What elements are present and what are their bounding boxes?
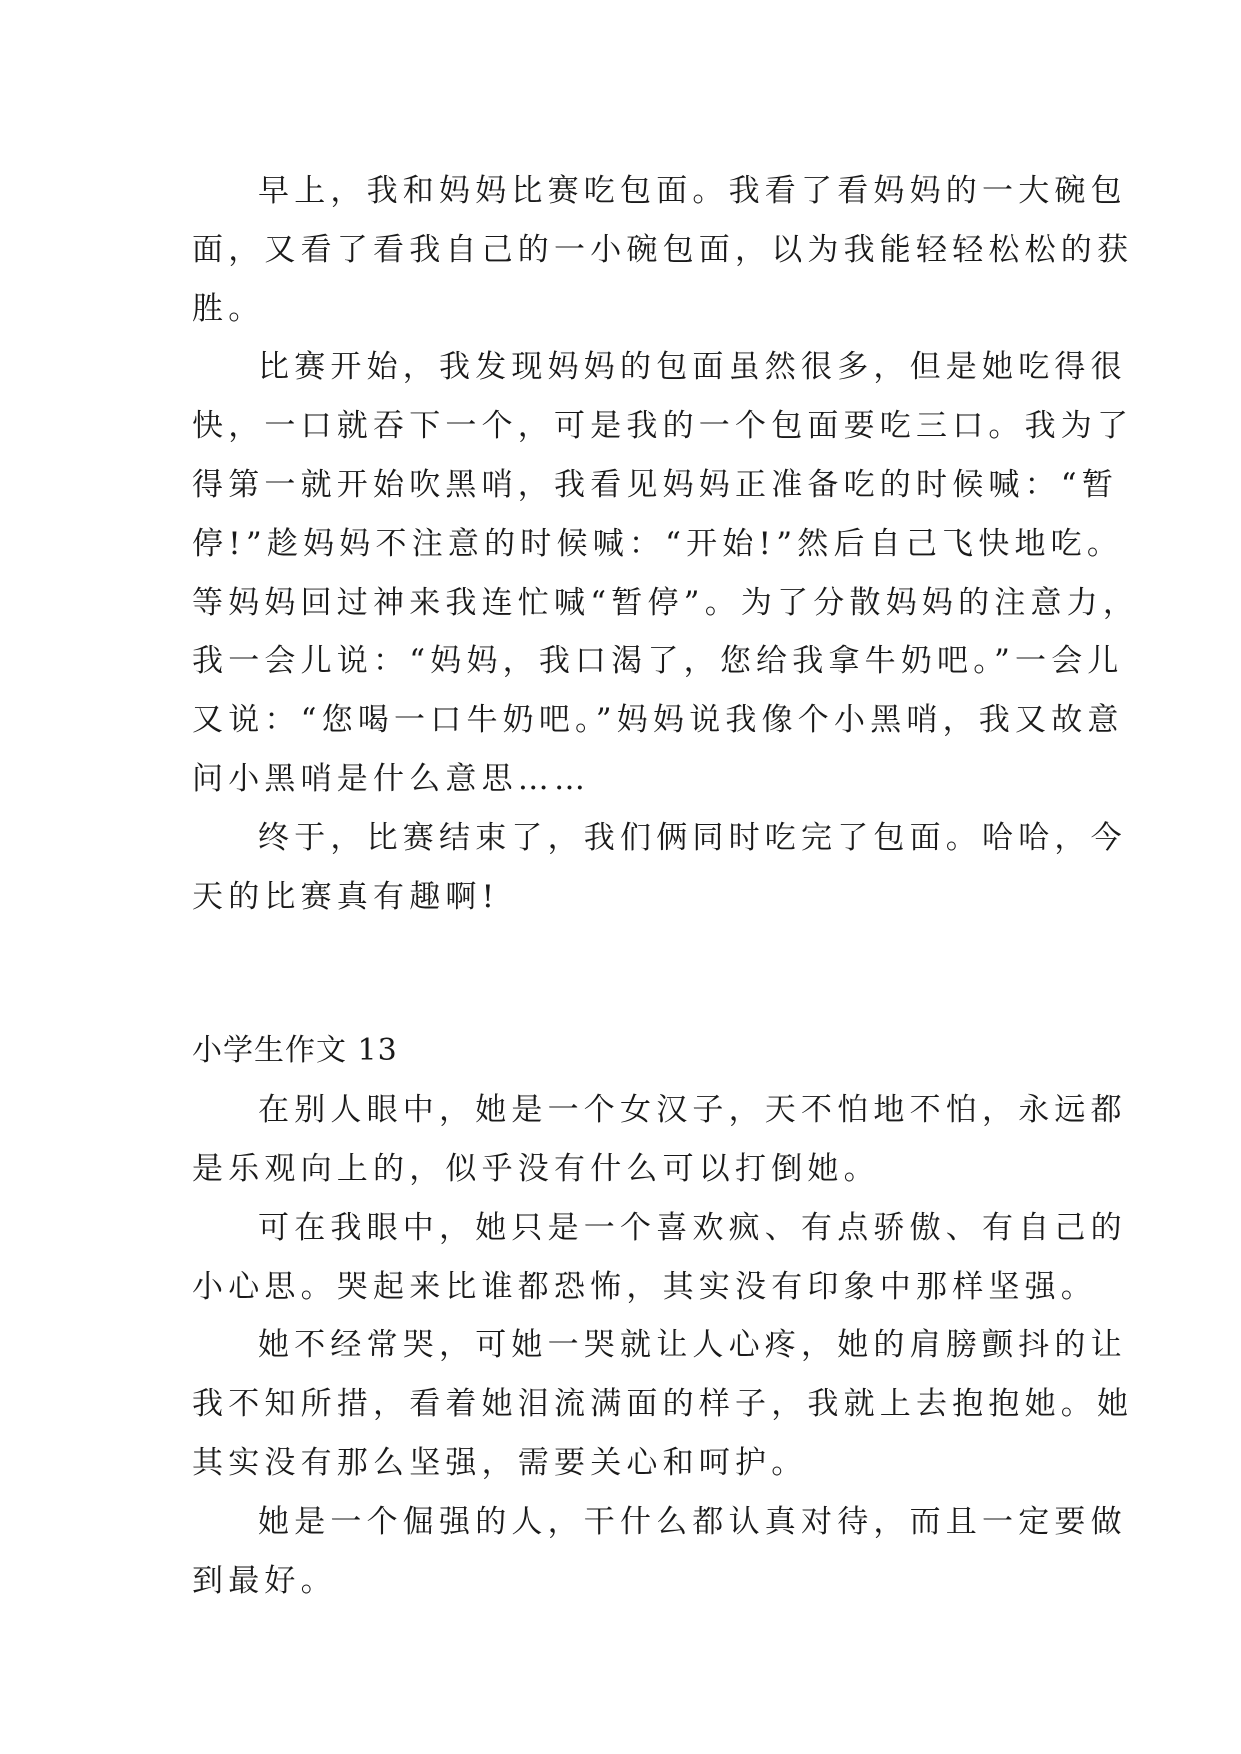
text-line: 得第一就开始吹黑哨，我看见妈妈正准备吃的时候喊：“暂 <box>192 466 1119 503</box>
essay-paragraph <box>192 809 1127 927</box>
text-line: 停!”趁妈妈不注意的时候喊：“开始!”然后自己飞快地吃。 <box>192 525 1124 562</box>
text-line: 我一会儿说：“妈妈，我口渴了，您给我拿牛奶吧。”一会儿 <box>192 643 1124 680</box>
text-line: 胜。 <box>192 290 265 327</box>
document-page <box>192 162 1140 1610</box>
text-line: 她是一个倔强的人，干什么都认真对待，而且一定要做 <box>258 1503 1127 1540</box>
text-line: 可在我眼中，她只是一个喜欢疯、有点骄傲、有自己的 <box>258 1209 1127 1246</box>
text-line: 问小黑哨是什么意思…… <box>192 760 591 797</box>
section-spacer <box>192 926 1062 1022</box>
text-line: 快，一口就吞下一个，可是我的一个包面要吃三口。我为了 <box>192 408 1134 445</box>
text-line: 又说：“您喝一口牛奶吧。”妈妈说我像个小黑哨，我又故意 <box>192 702 1124 739</box>
text-line: 早上，我和妈妈比赛吃包面。我看了看妈妈的一大碗包 <box>258 173 1127 209</box>
text-line: 是乐观向上的，似乎没有什么可以打倒她。 <box>192 1150 880 1187</box>
text-line: 在别人眼中，她是一个女汉子，天不怕地不怕，永远都 <box>258 1092 1127 1129</box>
text-line: 等妈妈回过神来我连忙喊“暂停”。为了分散妈妈的注意力， <box>192 584 1140 621</box>
essay-title: 小学生作文 13 <box>192 1033 398 1069</box>
text-line: 小心思。哭起来比谁都恐怖，其实没有印象中那样坚强。 <box>192 1268 1097 1305</box>
essay-paragraph <box>192 1081 1127 1199</box>
essay-paragraph <box>192 1199 1127 1317</box>
text-line: 到最好。 <box>192 1562 337 1599</box>
text-line: 天的比赛真有趣啊! <box>192 878 500 915</box>
text-line: 她不经常哭，可她一哭就让人心疼，她的肩膀颤抖的让 <box>258 1327 1127 1364</box>
text-line: 其实没有那么坚强，需要关心和呵护。 <box>192 1444 808 1481</box>
text-line: 比赛开始，我发现妈妈的包面虽然很多，但是她吃得很 <box>258 349 1127 386</box>
essay-paragraph <box>192 1493 1127 1611</box>
essay-paragraph <box>192 162 1134 338</box>
essay-paragraph <box>192 1316 1134 1492</box>
essay-paragraph <box>192 338 1140 808</box>
text-line: 终于，比赛结束了，我们俩同时吃完了包面。哈哈，今 <box>258 819 1127 856</box>
text-line: 面，又看了看我自己的一小碗包面，以为我能轻轻松松的获 <box>192 231 1134 268</box>
text-line: 我不知所措，看着她泪流满面的样子，我就上去抱抱她。她 <box>192 1386 1134 1423</box>
